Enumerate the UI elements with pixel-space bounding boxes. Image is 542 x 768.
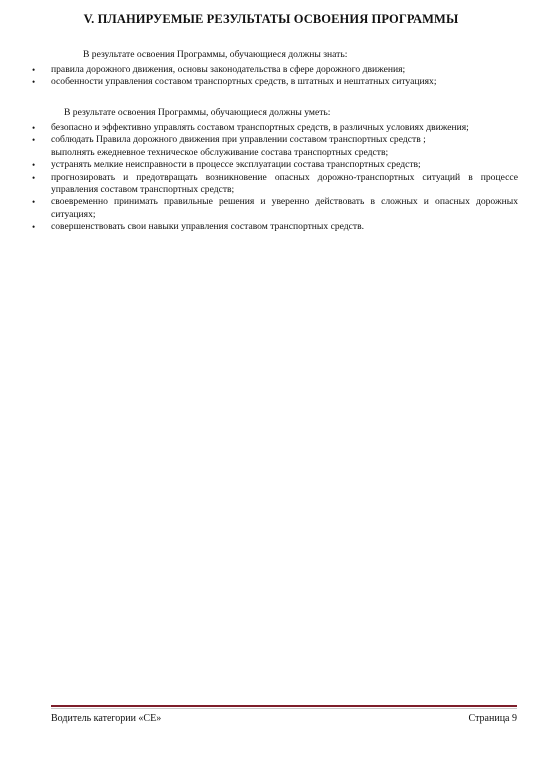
section-title: V. ПЛАНИРУЕМЫЕ РЕЗУЛЬТАТЫ ОСВОЕНИЯ ПРОГРАММЫ (83, 12, 459, 26)
list-item-continuation: выполнять ежедневное техническое обслуживание состава транспортных средств; (51, 146, 389, 158)
list-item-text: устранять мелкие неисправности в процессе эксплуатации состава транспортных средств; (51, 159, 421, 171)
list-item-text: безопасно и эффективно управлять составом транспортных средств, в различных условиях движения; (51, 122, 469, 133)
list-item (0, 76, 542, 88)
know-list (0, 64, 542, 89)
list-item (0, 196, 542, 221)
footer-course-name: Водитель категории «СЕ» (51, 713, 162, 724)
list-item-text: соблюдать Правила дорожного движения при управлении составом транспортных средств ; (51, 134, 426, 146)
list-item (0, 122, 542, 134)
able-intro: В результате освоения Программы, обучающиеся должны уметь: (64, 107, 331, 118)
bullet-icon: • (32, 160, 36, 171)
bullet-icon: • (32, 197, 36, 208)
know-intro: В результате освоения Программы, обучающиеся должны знать: (83, 49, 348, 60)
bullet-icon: • (32, 172, 36, 183)
list-item (0, 159, 542, 171)
list-item-text: особенности управления составом транспортных средств, в штатных и нештатных ситуациях; (51, 76, 437, 88)
bullet-icon: • (32, 123, 36, 133)
bullet-icon: • (32, 65, 36, 75)
list-item (0, 64, 542, 76)
list-item-text: своевременно принимать правильные решения и уверенно действовать в сложных и опасных дорожных ситуациях; (51, 196, 518, 220)
footer-divider (51, 705, 517, 709)
list-item-text: совершенствовать свои навыки управления составом транспортных средств. (51, 221, 365, 233)
able-list (0, 122, 542, 234)
bullet-icon: • (32, 222, 36, 233)
list-item (0, 221, 542, 233)
footer-page-number: Страница 9 (468, 713, 517, 724)
list-item (0, 134, 542, 159)
bullet-icon: • (32, 135, 36, 146)
list-item-text: правила дорожного движения, основы законодательства в сфере дорожного движения; (51, 64, 406, 75)
bullet-icon: • (32, 77, 36, 88)
list-item (0, 172, 542, 197)
list-item-text: прогнозировать и предотвращать возникновение опасных дорожно-транспортных ситуаций в процессе управления составом транспортных средств; (51, 171, 518, 196)
